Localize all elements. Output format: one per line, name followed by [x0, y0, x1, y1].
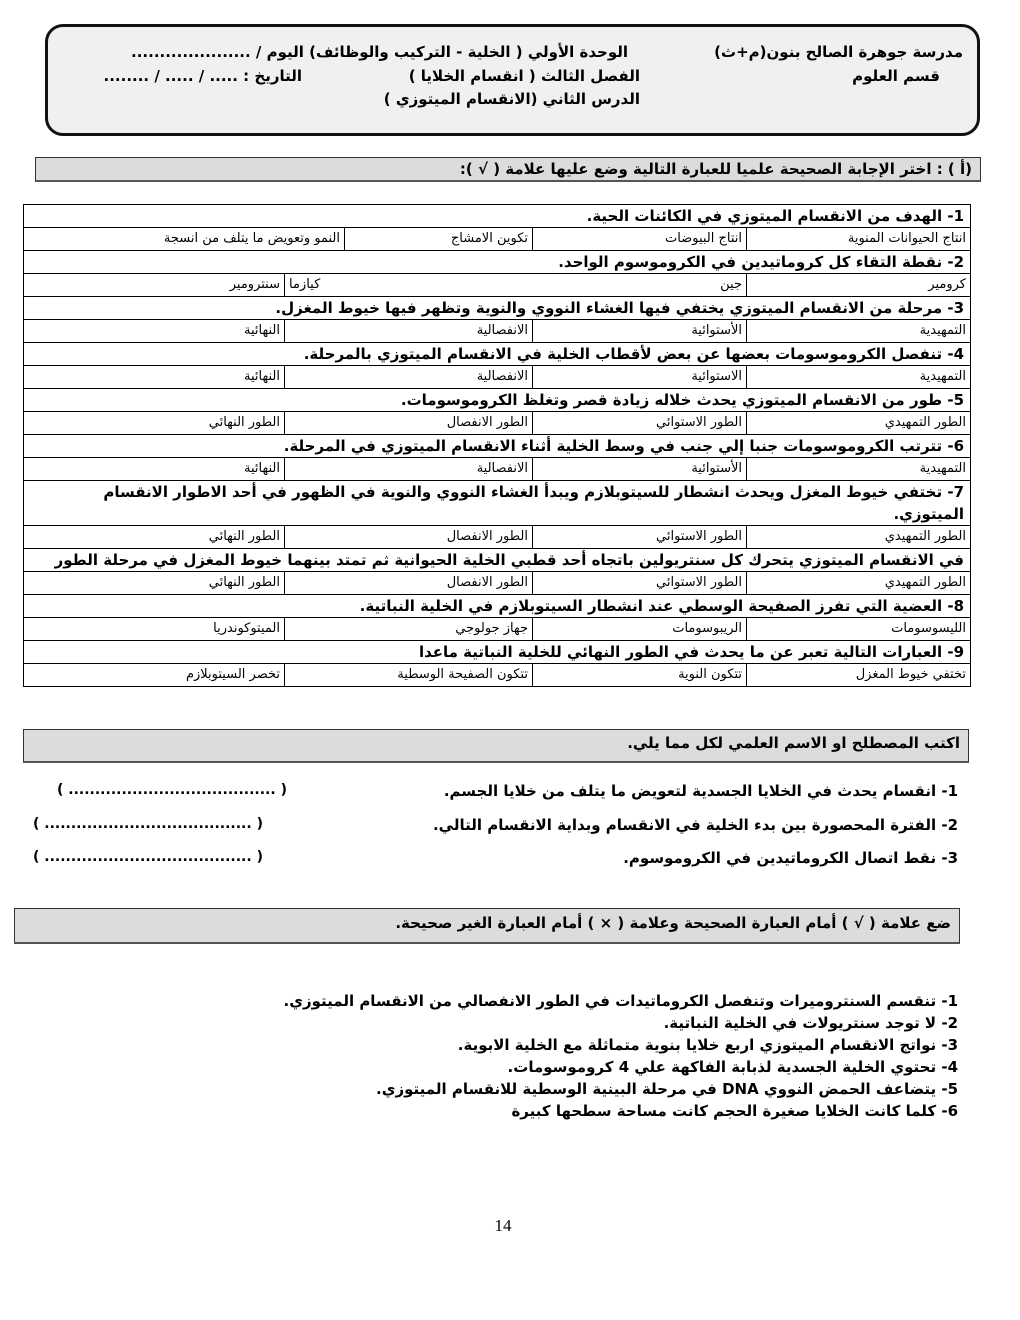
chapter-title: الفصل الثالث ( انقسام الخلايا ) [408, 67, 640, 85]
answer-option[interactable]: تخصر السيتوبلازم [185, 667, 280, 682]
question-row: 9- العبارات التالية تعبر عن ما يحدث في الطور النهائي للخلية النباتية ماعدا [24, 641, 970, 664]
answer-option[interactable]: كيازما [289, 277, 321, 292]
answer-option[interactable]: الطور الانفصال [284, 526, 532, 548]
answer-option[interactable]: تكوين الامشاج [344, 228, 532, 250]
statement-item: 2- لا توجد سنتريولات في الخلية النباتية. [663, 1014, 958, 1032]
question-row: 1- الهدف من الانقسام الميتوزي في الكائنات الحية. [24, 205, 970, 228]
statement-item: 5- يتضاعف الحمض النووي DNA في مرحلة البينية الوسطية للانقسام الميتوزي. [376, 1080, 958, 1098]
mcq-table [23, 204, 971, 687]
answer-option[interactable]: سنترومير [229, 277, 280, 292]
question-row: في الانقسام الميتوزي يتحرك كل سنتريولين باتجاه أحد قطبي الخلية الحيوانية ثم تمتد بينهما خيوط المغزل في مرحلة الطور [24, 549, 970, 572]
header-box [45, 24, 980, 136]
answer-option[interactable]: النهائية [244, 323, 280, 338]
answer-option[interactable]: التمهيدية [746, 320, 970, 342]
options-row [24, 412, 970, 435]
section-b-title: اكتب المصطلح او الاسم العلمي لكل مما يلي. [23, 729, 969, 763]
options-row [24, 572, 970, 595]
answer-option[interactable]: الطور الاستوائي [532, 572, 746, 594]
answer-option[interactable]: الميتوكوندريا [213, 621, 280, 636]
question-row: 2- نقطة التقاء كل كروماتيدين في الكروموسوم الواحد. [24, 251, 970, 274]
answer-option[interactable]: الطور الاستوائي [532, 526, 746, 548]
answer-option[interactable]: تتكون النوية [532, 664, 746, 686]
statement-item: 6- كلما كانت الخلايا صغيرة الحجم كانت مساحة سطحها كبيرة [511, 1102, 958, 1120]
department: قسم العلوم [852, 67, 940, 85]
answer-option[interactable]: الطور الانفصال [284, 572, 532, 594]
answer-option[interactable]: النهائية [244, 369, 280, 384]
answer-option[interactable]: كرومير [746, 274, 970, 296]
options-row [24, 366, 970, 389]
question-row: 4- تنفصل الكروموسومات بعضها عن بعض لأقطاب الخلية في الانقسام الميتوزي بالمرحلة. [24, 343, 970, 366]
statement-item: 3- نواتج الانقسام الميتوزي اربع خلايا بنوية متماثلة مع الخلية الابوية. [457, 1036, 958, 1054]
answer-option[interactable]: الريبوسومات [532, 618, 746, 640]
answer-option[interactable]: الليسوسومات [746, 618, 970, 640]
answer-option[interactable]: جهاز جولوجي [284, 618, 532, 640]
options-row [24, 458, 970, 481]
statement-item: 4- تحتوي الخلية الجسدية لذبابة الفاكهة علي 4 كروموسومات. [507, 1058, 958, 1076]
answer-option[interactable]: الانفصالية [284, 458, 532, 480]
answer-blank[interactable]: ( ....................................... ) [57, 782, 287, 798]
answer-option[interactable]: جين [720, 277, 742, 292]
answer-option[interactable]: الأستوائية [532, 458, 746, 480]
answer-option[interactable]: انتاج الحيوانات المنوية [746, 228, 970, 250]
answer-option[interactable]: الطور الاستوائي [532, 412, 746, 434]
answer-blank[interactable]: ( ....................................... ) [33, 849, 263, 865]
answer-option[interactable]: الطور الانفصال [284, 412, 532, 434]
term-question: 2- الفترة المحصورة بين بدء الخلية في الانقسام وبداية الانقسام التالي. [432, 816, 958, 834]
answer-option[interactable]: الانفصالية [284, 366, 532, 388]
answer-option[interactable]: الاستوائية [532, 366, 746, 388]
answer-option[interactable]: التمهيدية [746, 458, 970, 480]
answer-option[interactable]: تتكون الصفيحة الوسطية [284, 664, 532, 686]
answer-option[interactable]: انتاج البيوضات [532, 228, 746, 250]
answer-blank[interactable]: ( ....................................... ) [33, 816, 263, 832]
answer-option[interactable]: الطور النهائي [208, 529, 280, 544]
lesson-title: الدرس الثاني (الانقسام الميتوزي ) [383, 90, 640, 108]
answer-option[interactable]: النهائية [244, 461, 280, 476]
question-row: 8- العضية التي تفرز الصفيحة الوسطي عند انشطار السيتوبلازم في الخلية النباتية. [24, 595, 970, 618]
options-row [24, 526, 970, 549]
question-row: 3- مرحلة من الانقسام الميتوزي يختفي فيها الغشاء النووي والنوية وتظهر فيها خيوط المغزل. [24, 297, 970, 320]
statement-item: 1- تنقسم السنتروميرات وتنفصل الكروماتيدات في الطور الانفصالي من الانقسام الميتوزي. [283, 992, 958, 1010]
answer-option[interactable]: تختفي خيوط المغزل [746, 664, 970, 686]
term-question: 1- انقسام يحدث في الخلايا الجسدية لتعويض ما يتلف من خلايا الجسم. [443, 782, 958, 800]
answer-option[interactable]: النمو وتعويض ما يتلف من انسجة [163, 231, 340, 246]
section-a-title: (أ ) : اختر الإجابة الصحيحة علميا للعبارة التالية وضع عليها علامة ( √ ): [35, 157, 981, 182]
section-c-title: ضع علامة ( √ ) أمام العبارة الصحيحة وعلامة ( × ) أمام العبارة الغير صحيحة. [14, 908, 960, 944]
answer-option[interactable]: الأستوائية [532, 320, 746, 342]
options-row [24, 664, 970, 687]
options-row [24, 618, 970, 641]
options-row [24, 274, 970, 297]
date-field: التاريخ : ..... / ..... / ........ [103, 67, 302, 85]
answer-option[interactable] [284, 274, 746, 296]
answer-option[interactable]: الطور التمهيدي [746, 526, 970, 548]
answer-option[interactable]: الطور التمهيدي [746, 572, 970, 594]
question-row: 6- تترتب الكروموسومات جنبا إلي جنب في وسط الخلية أثناء الانقسام الميتوزي في المرحلة. [24, 435, 970, 458]
answer-option[interactable]: الانفصالية [284, 320, 532, 342]
answer-option[interactable]: الطور النهائي [208, 415, 280, 430]
page-number: 14 [494, 1216, 512, 1235]
term-question: 3- نقط اتصال الكروماتيدين في الكروموسوم. [623, 849, 958, 867]
options-row [24, 320, 970, 343]
unit-title: الوحدة الأولي ( الخلية - التركيب والوظائف) اليوم / ..................... [131, 43, 628, 61]
answer-option[interactable]: الطور التمهيدي [746, 412, 970, 434]
options-row [24, 228, 970, 251]
answer-option[interactable]: الطور النهائي [208, 575, 280, 590]
question-row: 5- طور من الانقسام الميتوزي يحدث خلاله زيادة قصر وتغلظ الكروموسومات. [24, 389, 970, 412]
true-false-list [270, 990, 958, 1122]
school-name: مدرسة جوهرة الصالح بنون(م+ث) [714, 43, 963, 61]
question-row: 7- تختفي خيوط المغزل ويحدث انشطار للسيتوبلازم ويبدأ الغشاء النووي والنوية في الظهور في أحد الاطوار الانقسام الميتوزي. [24, 481, 970, 526]
answer-option[interactable]: التمهيدية [746, 366, 970, 388]
